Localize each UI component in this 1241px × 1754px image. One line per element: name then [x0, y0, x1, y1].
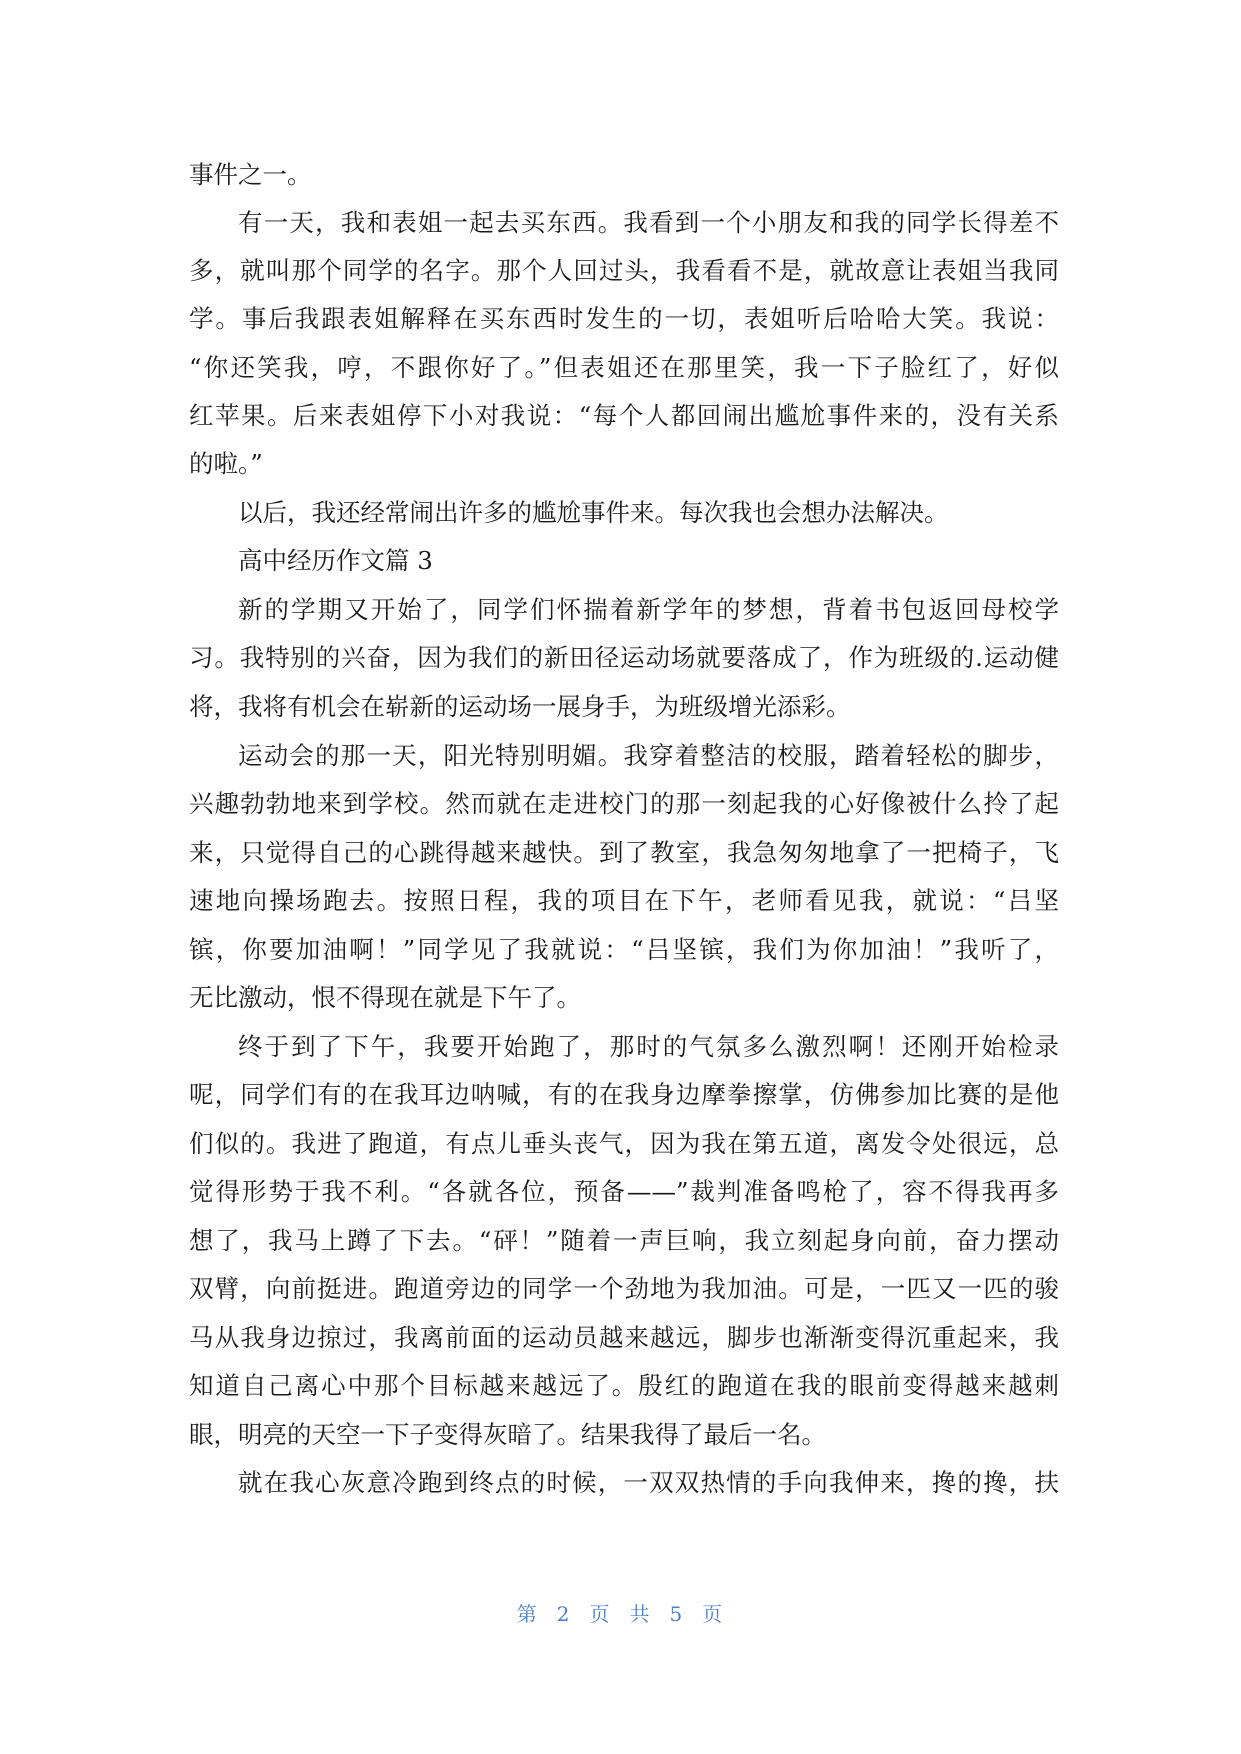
- text-line: 就在我心灰意冷跑到终点的时候，一双双热情的手向我伸来，搀的搀，扶: [238, 1468, 1059, 1497]
- text-line: 呢，同学们有的在我耳边呐喊，有的在我身边摩拳擦掌，仿佛参加比赛的是他: [189, 1080, 1059, 1109]
- text-line: 终于到了下午，我要开始跑了，那时的气氛多么激烈啊！还刚开始检录: [238, 1032, 1059, 1061]
- text-line: “你还笑我，哼，不跟你好了。”但表姐还在那里笑，我一下子脸红了，好似: [189, 353, 1059, 382]
- text-line: 马从我身边掠过，我离前面的运动员越来越远，脚步也渐渐变得沉重起来，我: [189, 1323, 1059, 1352]
- text-line: 多，就叫那个同学的名字。那个人回过头，我看看不是，就故意让表姐当我同: [189, 256, 1059, 285]
- footer-page-number: 2: [556, 1602, 572, 1626]
- text-line: 双臂，向前挺进。跑道旁边的同学一个劲地为我加油。可是，一匹又一匹的骏: [189, 1274, 1059, 1303]
- page-footer: [0, 1600, 1241, 1628]
- footer-label-ye: 页: [589, 1602, 612, 1626]
- text-line: 将，我将有机会在崭新的运动场一展身手，为班级增光添彩。: [189, 692, 851, 721]
- text-line: 的啦。”: [189, 449, 263, 478]
- text-line: 觉得形势于我不利。“各就各位，预备——”裁判准备鸣枪了，容不得我再多: [189, 1177, 1059, 1206]
- text-line: 想了，我马上蹲了下去。“砰！”随着一声巨响，我立刻起身向前，奋力摆动: [189, 1226, 1059, 1255]
- text-line: 新的学期又开始了，同学们怀揣着新学年的梦想，背着书包返回母校学: [238, 595, 1059, 624]
- text-line: 运动会的那一天，阳光特别明媚。我穿着整洁的校服，踏着轻松的脚步，: [238, 741, 1059, 770]
- text-line: 们似的。我进了跑道，有点儿垂头丧气，因为我在第五道，离发令处很远，总: [189, 1129, 1059, 1158]
- text-line: 无比激动，恨不得现在就是下午了。: [189, 983, 581, 1012]
- footer-label-ye2: 页: [702, 1602, 725, 1626]
- text-line: 有一天，我和表姐一起去买东西。我看到一个小朋友和我的同学长得差不: [238, 208, 1059, 237]
- text-line: 事件之一。: [189, 160, 312, 189]
- footer-label-di: 第: [516, 1602, 539, 1626]
- text-line: 速地向操场跑去。按照日程，我的项目在下午，老师看见我，就说：“吕坚: [189, 886, 1059, 915]
- section-heading: 高中经历作文篇 3: [238, 546, 433, 575]
- text-line: 以后，我还经常闹出许多的尴尬事件来。每次我也会想办法解决。: [238, 498, 949, 527]
- footer-label-gong: 共: [629, 1602, 652, 1626]
- text-line: 兴趣勃勃地来到学校。然而就在走进校门的那一刻起我的心好像被什么拎了起: [189, 789, 1059, 818]
- footer-total-pages: 5: [669, 1602, 685, 1626]
- text-line: 镔，你要加油啊！”同学见了我就说：“吕坚镔，我们为你加油！”我听了，: [189, 935, 1059, 964]
- text-line: 学。事后我跟表姐解释在买东西时发生的一切，表姐听后哈哈大笑。我说：: [189, 304, 1059, 333]
- text-line: 红苹果。后来表姐停下小对我说：“每个人都回闹出尴尬事件来的，没有关系: [189, 401, 1059, 430]
- text-line: 知道自己离心中那个目标越来越远了。殷红的跑道在我的眼前变得越来越刺: [189, 1371, 1059, 1400]
- text-line: 眼，明亮的天空一下子变得灰暗了。结果我得了最后一名。: [189, 1420, 826, 1449]
- text-line: 来，只觉得自己的心跳得越来越快。到了教室，我急匆匆地拿了一把椅子，飞: [189, 838, 1059, 867]
- text-line: 习。我特别的兴奋，因为我们的新田径运动场就要落成了，作为班级的.运动健: [189, 643, 1059, 672]
